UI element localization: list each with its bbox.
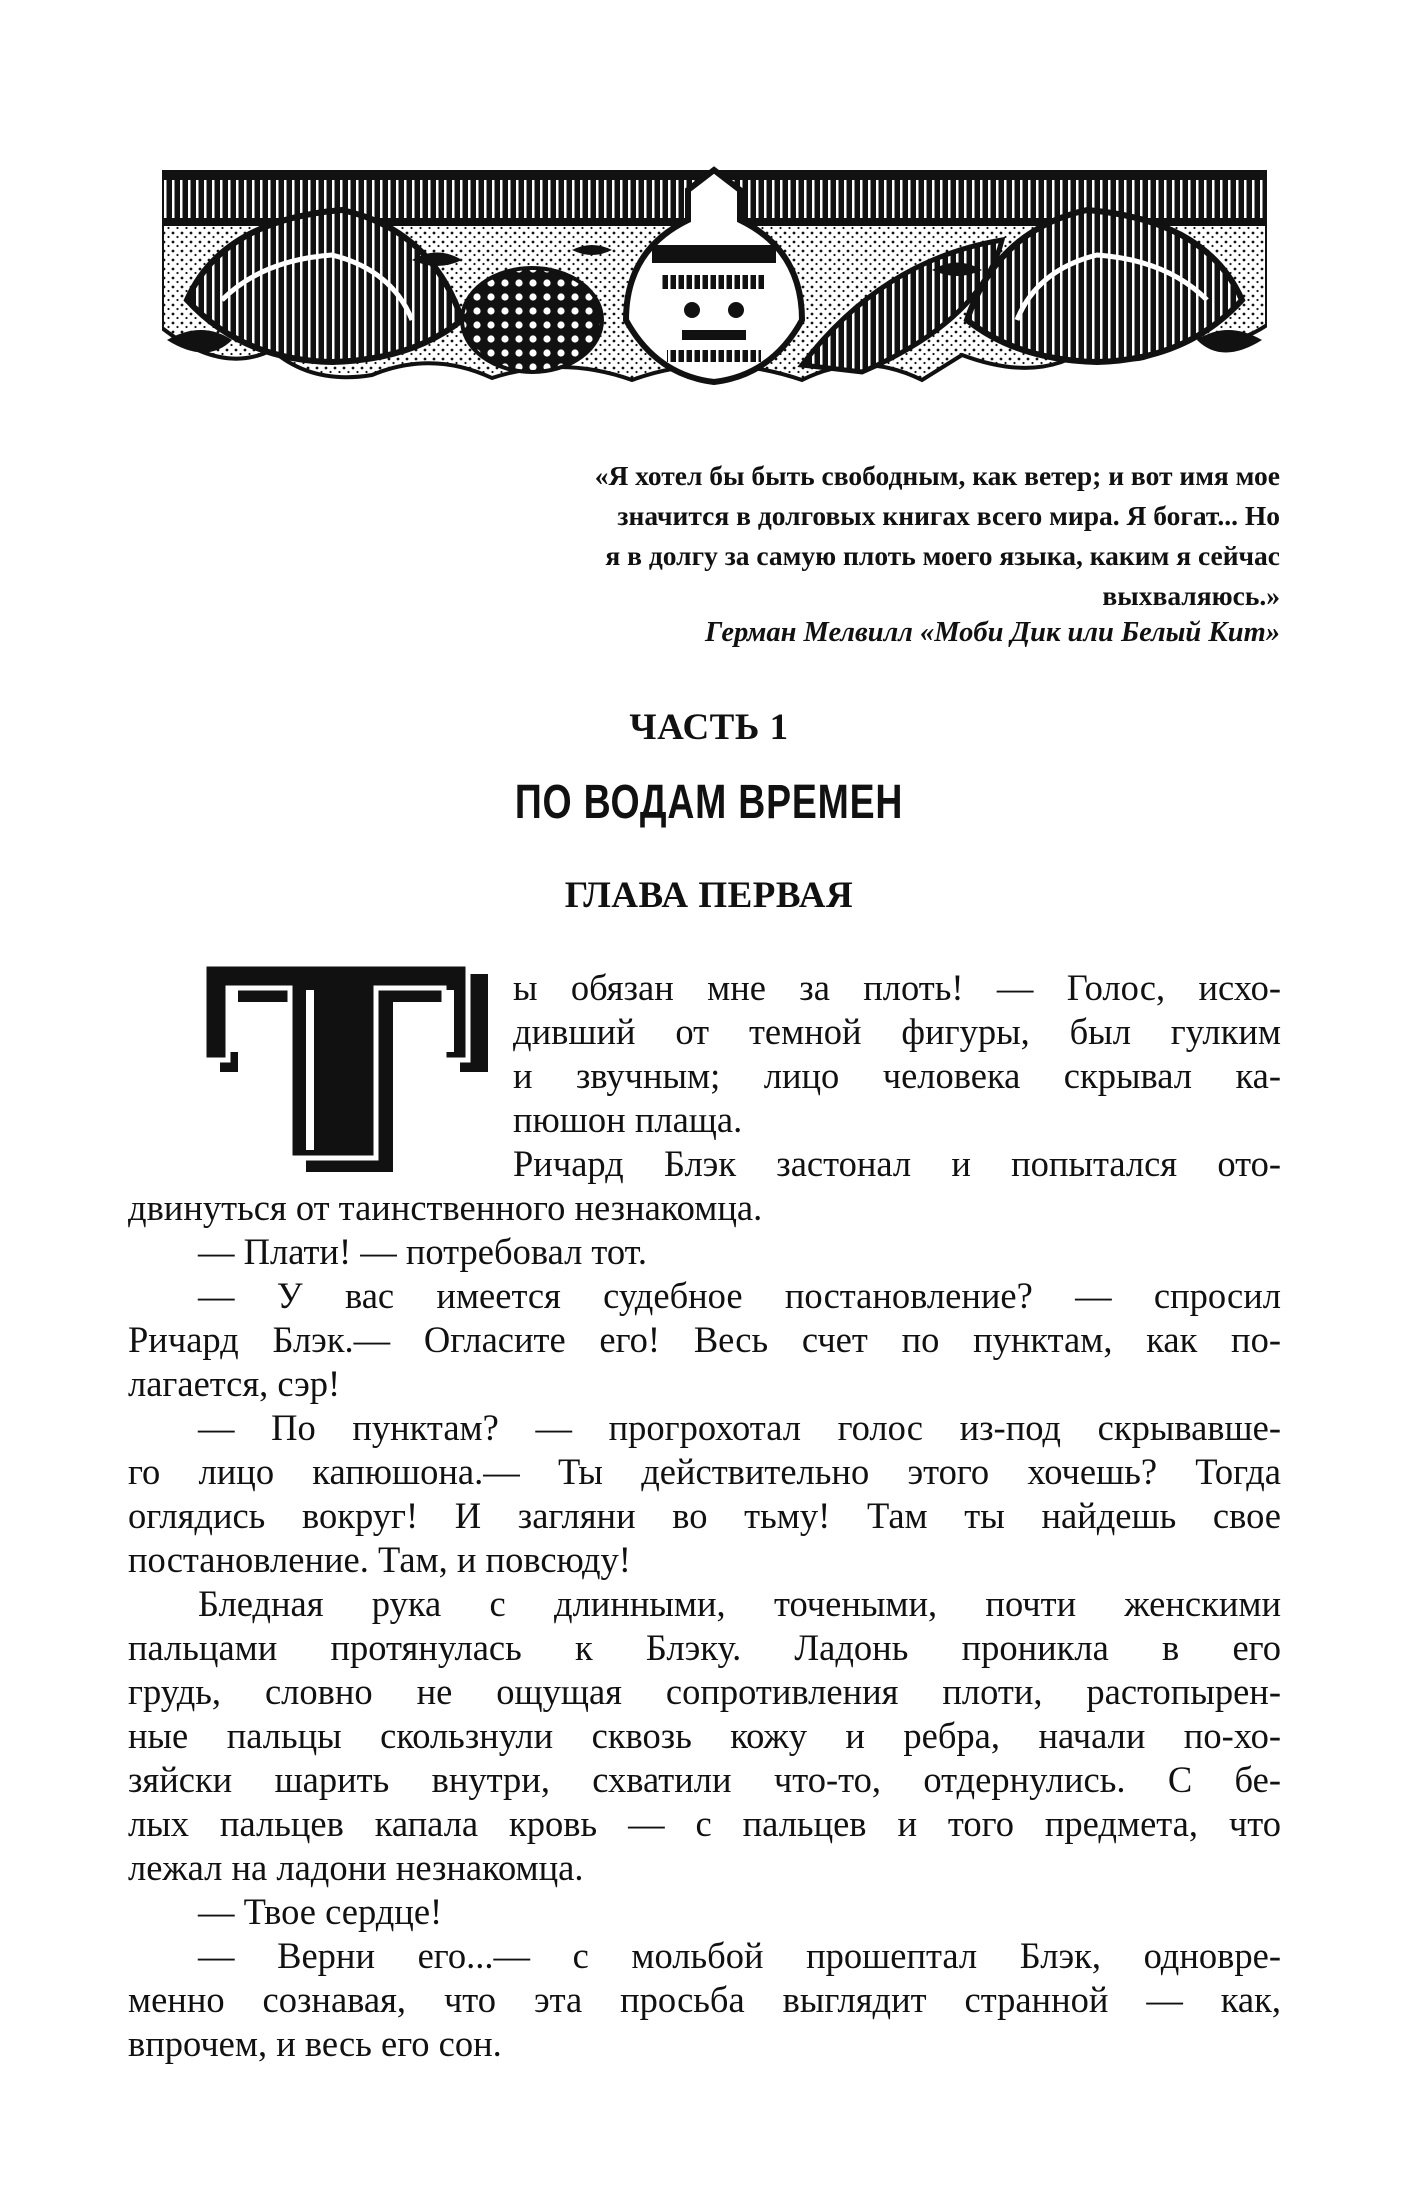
body-line: лагается, сэр! xyxy=(128,1363,341,1404)
ornamental-header-icon xyxy=(162,150,1267,390)
epigraph xyxy=(430,456,1280,616)
epigraph-attribution: Герман Мелвилл «Моби Дик или Белый Кит» xyxy=(704,617,1280,648)
body-line: зяйски шарить внутри, схватили что-то, отдернулись. С бе- xyxy=(128,1759,1281,1800)
body-line: оглядись вокруг! И загляни во тьму! Там ты найдешь свое xyxy=(128,1495,1281,1536)
drop-cap-letter: Т xyxy=(198,962,199,963)
part-title: ПО ВОДАМ ВРЕМЕН xyxy=(514,776,904,829)
body-line: лежал на ладони незнакомца. xyxy=(128,1847,584,1888)
body-line: впрочем, и весь его сон. xyxy=(128,2023,502,2064)
drop-cap xyxy=(198,962,498,1182)
epigraph-line: выхваляюсь.» xyxy=(1102,580,1280,611)
body-line: — Верни его...— с мольбой прошептал Блэк, одновре- xyxy=(198,1935,1281,1976)
body-line: Бледная рука с длинными, точеными, почти женскими xyxy=(198,1583,1281,1624)
epigraph-line: «Я хотел бы быть свободным, как ветер; и вот имя мое xyxy=(594,460,1280,491)
body-line: пальцами протянулась к Блэку. Ладонь проникла в его xyxy=(128,1627,1281,1668)
body-line: дивший от темной фигуры, был гулким xyxy=(513,1011,1281,1052)
body-line: двинуться от таинственного незнакомца. xyxy=(128,1187,763,1228)
body-line: ные пальцы скользнули сквозь кожу и ребра, начали по-хо- xyxy=(128,1715,1281,1756)
body-line: и звучным; лицо человека скрывал ка- xyxy=(513,1055,1281,1096)
body-line: Ричард Блэк застонал и попытался ото- xyxy=(513,1143,1281,1184)
body-line: менно сознавая, что эта просьба выглядит странной — как, xyxy=(128,1979,1281,2020)
body-line: ы обязан мне за плоть! — Голос, исхо- xyxy=(513,967,1281,1008)
body-line: лых пальцев капала кровь — с пальцев и того предмета, что xyxy=(128,1803,1281,1844)
epigraph-line: значится в долговых книгах всего мира. Я богат... Но xyxy=(617,500,1280,531)
body-line: Ричард Блэк.— Огласите его! Весь счет по пунктам, как по- xyxy=(128,1319,1281,1360)
body-line: го лицо капюшона.— Ты действительно этого хочешь? Тогда xyxy=(128,1451,1281,1492)
body-line: — Твое сердце! xyxy=(198,1891,443,1932)
part-label: ЧАСТЬ 1 xyxy=(629,707,789,748)
body-line: грудь, словно не ощущая сопротивления плоти, растопырен- xyxy=(128,1671,1281,1712)
body-line: — По пунктам? — прогрохотал голос из-под скрывавше- xyxy=(198,1407,1281,1448)
epigraph-line: я в долгу за самую плоть моего языка, каким я сейчас xyxy=(605,540,1280,571)
body-line: — Плати! — потребовал тот. xyxy=(198,1231,647,1272)
body-line: — У вас имеется судебное постановление? — спросил xyxy=(198,1275,1281,1316)
body-line: постановление. Там, и повсюду! xyxy=(128,1539,631,1580)
body-line: пюшон плаща. xyxy=(513,1099,743,1140)
chapter-title: ГЛАВА ПЕРВАЯ xyxy=(564,875,854,916)
